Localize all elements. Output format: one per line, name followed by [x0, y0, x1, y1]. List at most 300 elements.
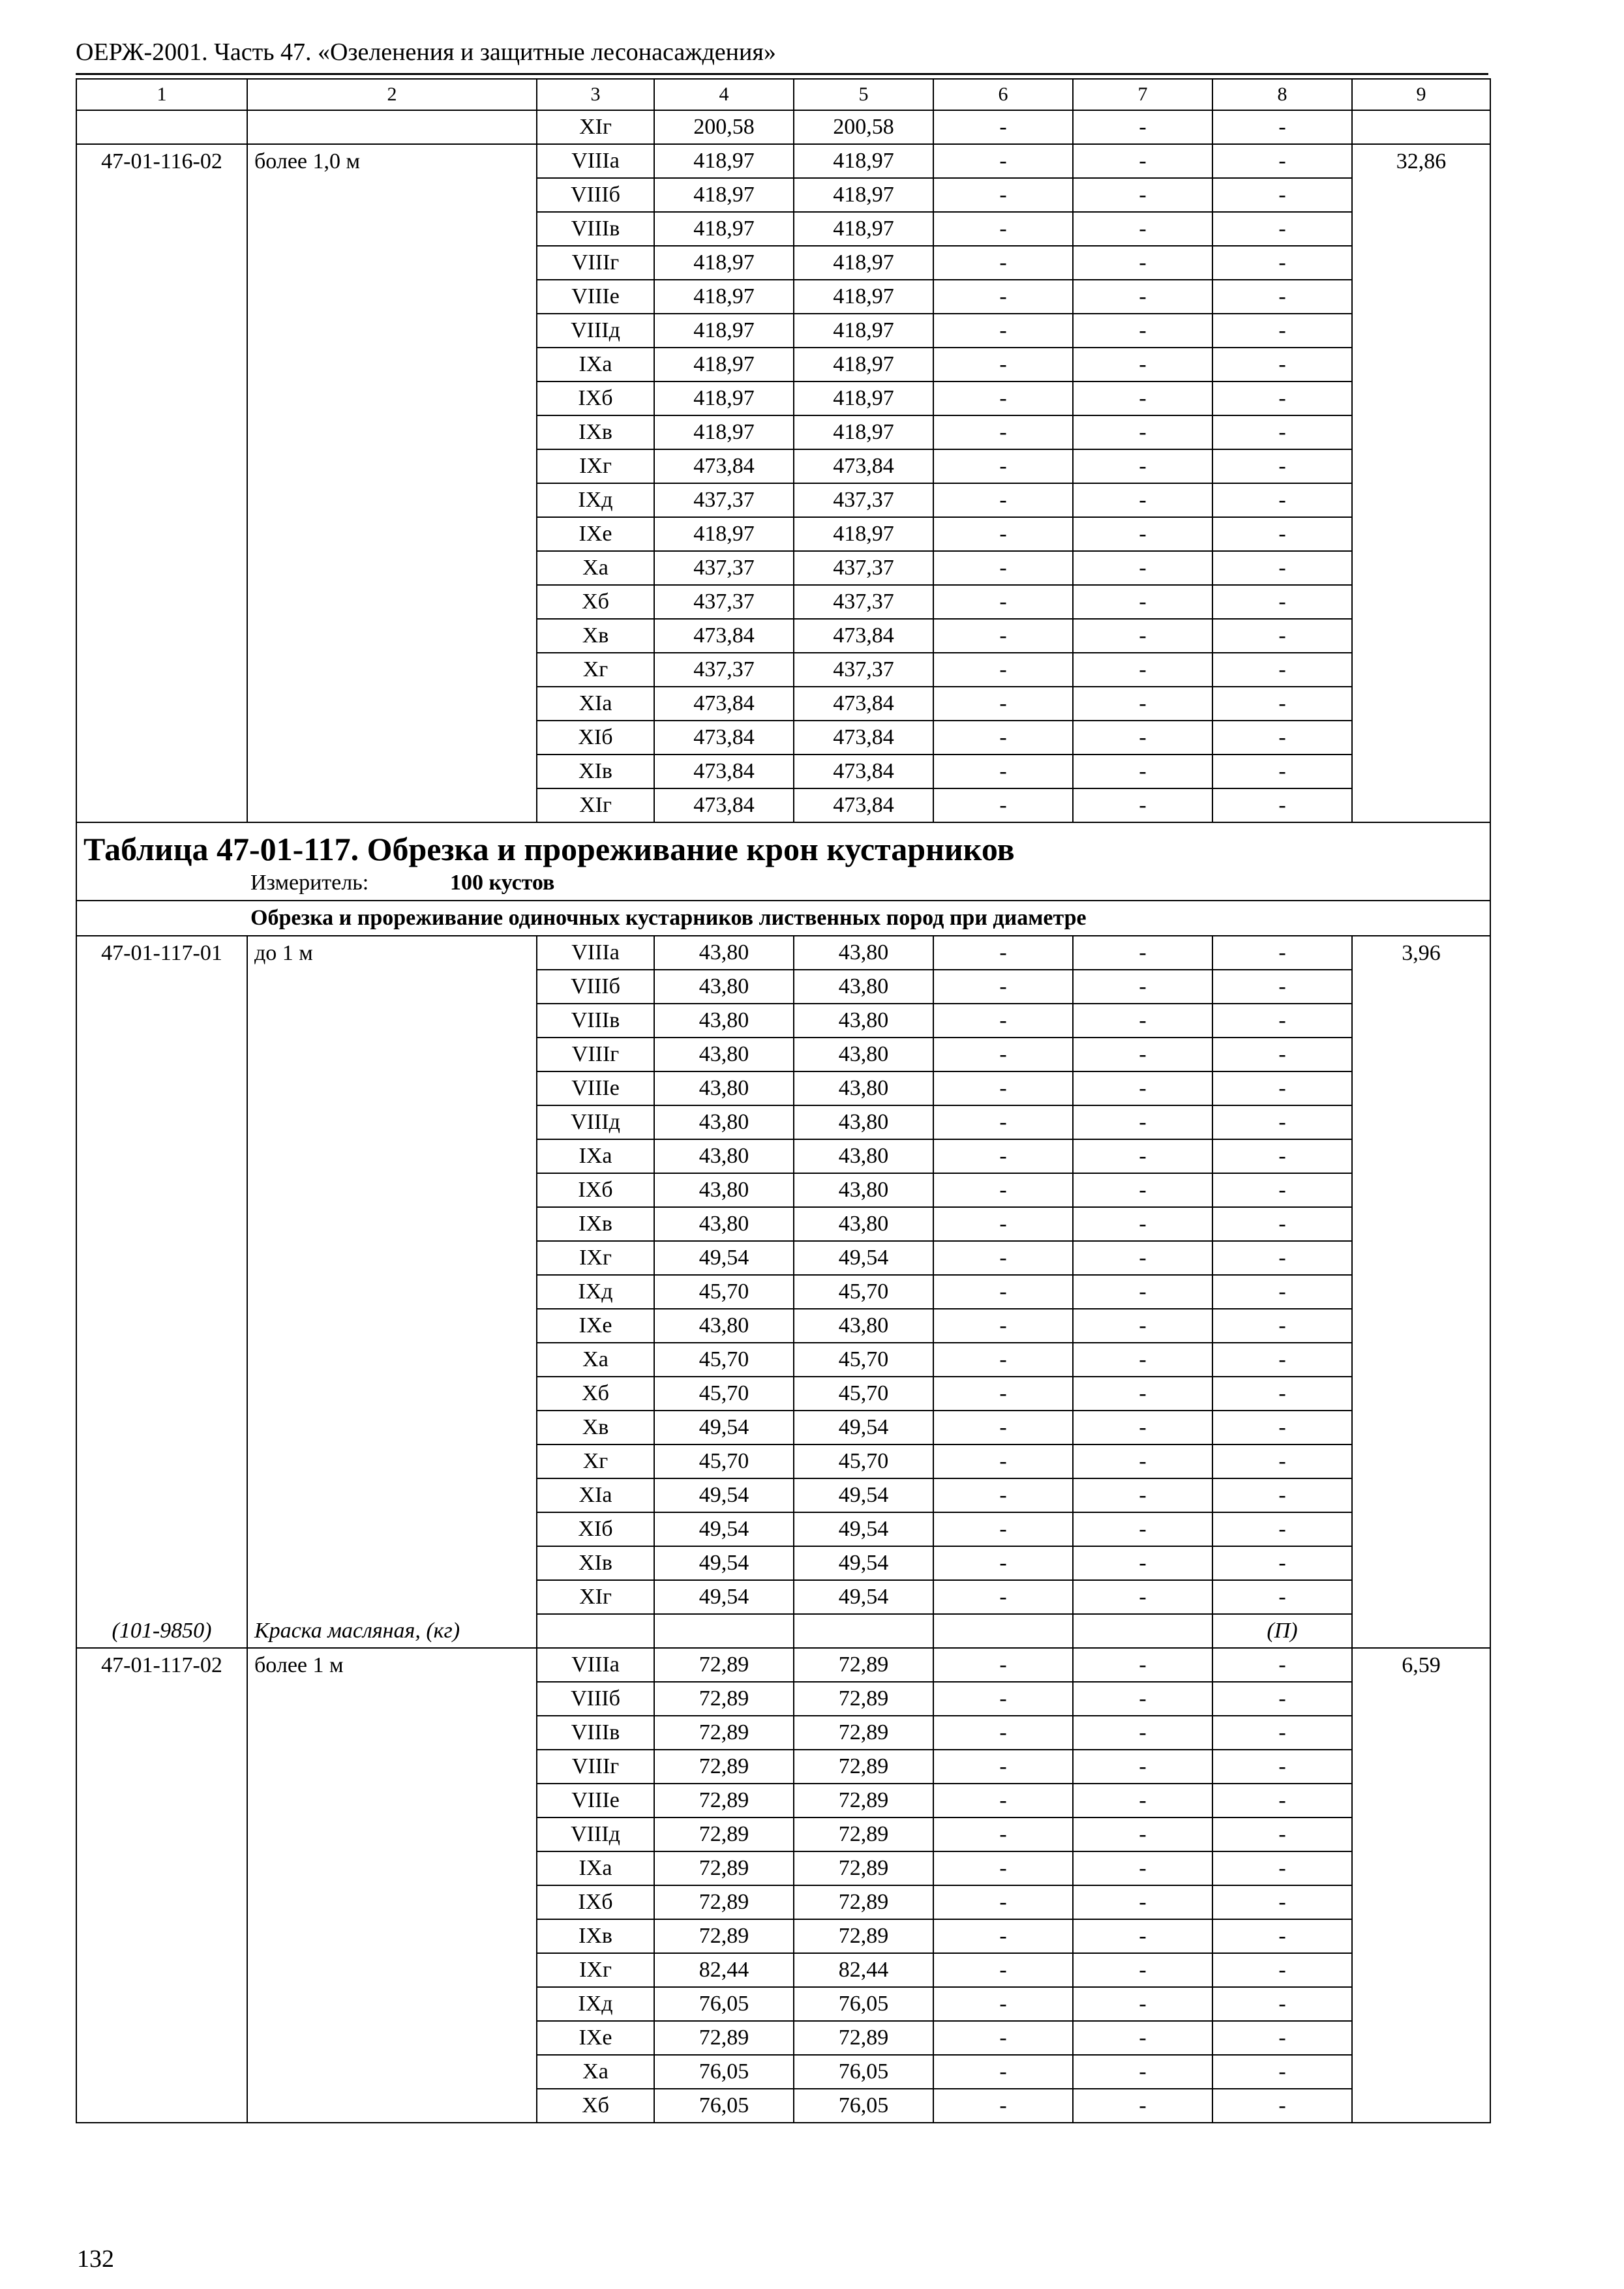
- value-cell-6: -: [933, 280, 1073, 314]
- value-cell-8: -: [1212, 1750, 1352, 1784]
- zone-cell: VIIIв: [537, 1716, 654, 1750]
- value-cell-5: 76,05: [794, 1987, 933, 2021]
- value-cell-6: -: [933, 1309, 1073, 1343]
- value-cell-8: -: [1212, 1173, 1352, 1207]
- name-cell: до 1 м: [247, 936, 537, 1614]
- value-cell-7: -: [1073, 1682, 1212, 1716]
- value-cell-7: -: [1073, 653, 1212, 687]
- value-cell-6: -: [933, 1682, 1073, 1716]
- zone-cell: IXб: [537, 1173, 654, 1207]
- zone-cell: VIIIе: [537, 280, 654, 314]
- header-rule: [76, 73, 1488, 75]
- zone-cell: VIIIа: [537, 144, 654, 178]
- value-cell-8: -: [1212, 1784, 1352, 1818]
- value-cell-7: -: [1073, 1580, 1212, 1614]
- value-cell-6: -: [933, 415, 1073, 449]
- value-cell-8: -: [1212, 449, 1352, 483]
- value-cell-7: -: [1073, 1241, 1212, 1275]
- value-cell-6: -: [933, 246, 1073, 280]
- value-cell-6: -: [933, 2021, 1073, 2055]
- page-header: ОЕРЖ-2001. Часть 47. «Озеленения и защитные лесонасаждения»: [76, 38, 776, 66]
- value-cell-8: -: [1212, 483, 1352, 517]
- value-cell-4: 45,70: [654, 1343, 794, 1377]
- value-cell-4: 418,97: [654, 246, 794, 280]
- value-cell-8: -: [1212, 212, 1352, 246]
- value-cell-9: 32,86: [1352, 144, 1490, 822]
- value-cell-7: -: [1073, 1919, 1212, 1953]
- value-cell-7: -: [1073, 1987, 1212, 2021]
- value-cell-7: -: [1073, 1105, 1212, 1139]
- value-cell-5: 473,84: [794, 788, 933, 822]
- zone-cell: Xб: [537, 585, 654, 619]
- empty-cell: [794, 1614, 933, 1648]
- value-cell-4: 43,80: [654, 1038, 794, 1071]
- value-cell-6: -: [933, 1546, 1073, 1580]
- value-cell-7: -: [1073, 212, 1212, 246]
- value-cell-7: -: [1073, 1309, 1212, 1343]
- value-cell-7: -: [1073, 1343, 1212, 1377]
- column-number: 5: [794, 79, 933, 110]
- value-cell-8: -: [1212, 2055, 1352, 2089]
- zone-cell: VIIIб: [537, 178, 654, 212]
- value-cell-7: -: [1073, 483, 1212, 517]
- zone-cell: VIIIд: [537, 314, 654, 348]
- zone-cell: IXг: [537, 449, 654, 483]
- value-cell-4: 72,89: [654, 1885, 794, 1919]
- zone-cell: IXв: [537, 1919, 654, 1953]
- value-cell-6: -: [933, 348, 1073, 382]
- value-cell-4: 49,54: [654, 1411, 794, 1444]
- code-cell: 47-01-116-02: [76, 144, 247, 822]
- value-cell-8: -: [1212, 246, 1352, 280]
- value-cell-5: 43,80: [794, 1207, 933, 1241]
- value-cell-8: -: [1212, 1207, 1352, 1241]
- value-cell-7: -: [1073, 1139, 1212, 1173]
- value-cell-9: 3,96: [1352, 936, 1490, 1648]
- zone-cell: IXб: [537, 382, 654, 415]
- value-cell-7: -: [1073, 585, 1212, 619]
- value-cell-9: [1352, 110, 1490, 144]
- value-cell-5: 43,80: [794, 1004, 933, 1038]
- zone-cell: VIIIа: [537, 936, 654, 970]
- value-cell-7: -: [1073, 1512, 1212, 1546]
- value-cell-6: -: [933, 1004, 1073, 1038]
- column-number: 3: [537, 79, 654, 110]
- value-cell-8: -: [1212, 314, 1352, 348]
- value-cell-6: -: [933, 1139, 1073, 1173]
- value-cell-5: 418,97: [794, 314, 933, 348]
- value-cell-4: 72,89: [654, 2021, 794, 2055]
- value-cell-8: -: [1212, 936, 1352, 970]
- value-cell-5: 82,44: [794, 1953, 933, 1987]
- value-cell-5: 72,89: [794, 1648, 933, 1682]
- value-cell-5: 72,89: [794, 1784, 933, 1818]
- value-cell-6: -: [933, 483, 1073, 517]
- value-cell-4: 418,97: [654, 314, 794, 348]
- value-cell-5: 43,80: [794, 1038, 933, 1071]
- column-number-row: [76, 79, 1490, 110]
- value-cell-7: -: [1073, 1444, 1212, 1478]
- value-cell-6: -: [933, 2055, 1073, 2089]
- meter-line: [250, 870, 1490, 896]
- value-cell-8: -: [1212, 1580, 1352, 1614]
- value-cell-6: -: [933, 1038, 1073, 1071]
- value-cell-5: 200,58: [794, 110, 933, 144]
- zone-cell: IXе: [537, 517, 654, 551]
- value-cell-5: 437,37: [794, 585, 933, 619]
- value-cell-7: -: [1073, 1173, 1212, 1207]
- value-cell-8: -: [1212, 1953, 1352, 1987]
- value-cell-6: -: [933, 1750, 1073, 1784]
- empty-cell: [933, 1614, 1073, 1648]
- value-cell-5: 418,97: [794, 178, 933, 212]
- value-cell-4: 418,97: [654, 348, 794, 382]
- value-cell-5: 418,97: [794, 144, 933, 178]
- value-cell-5: 418,97: [794, 415, 933, 449]
- value-cell-8: -: [1212, 1682, 1352, 1716]
- zone-cell: XIв: [537, 1546, 654, 1580]
- table-title: Таблица 47-01-117. Обрезка и прореживание крон кустарников: [83, 831, 1015, 867]
- value-cell-8: -: [1212, 1377, 1352, 1411]
- value-cell-7: -: [1073, 721, 1212, 755]
- value-cell-5: 49,54: [794, 1241, 933, 1275]
- value-cell-4: 72,89: [654, 1682, 794, 1716]
- zone-cell: XIа: [537, 1478, 654, 1512]
- zone-cell: XIг: [537, 110, 654, 144]
- value-cell-5: 45,70: [794, 1377, 933, 1411]
- value-cell-5: 43,80: [794, 1173, 933, 1207]
- value-cell-8: -: [1212, 755, 1352, 788]
- value-cell-4: 473,84: [654, 619, 794, 653]
- table-row: [76, 936, 1490, 970]
- code-cell: 47-01-117-02: [76, 1648, 247, 2123]
- value-cell-5: 49,54: [794, 1411, 933, 1444]
- value-cell-6: -: [933, 1105, 1073, 1139]
- column-number: 7: [1073, 79, 1212, 110]
- value-cell-6: -: [933, 144, 1073, 178]
- value-cell-7: -: [1073, 619, 1212, 653]
- zone-cell: VIIIб: [537, 1682, 654, 1716]
- value-cell-5: 473,84: [794, 687, 933, 721]
- value-cell-6: -: [933, 585, 1073, 619]
- value-cell-4: 43,80: [654, 1139, 794, 1173]
- zone-cell: Xб: [537, 1377, 654, 1411]
- value-cell-8: -: [1212, 1546, 1352, 1580]
- value-cell-8: -: [1212, 1309, 1352, 1343]
- value-cell-6: -: [933, 936, 1073, 970]
- value-cell-6: -: [933, 788, 1073, 822]
- value-cell-7: -: [1073, 2021, 1212, 2055]
- zone-cell: VIIIд: [537, 1818, 654, 1851]
- value-cell-5: 49,54: [794, 1546, 933, 1580]
- value-cell-7: -: [1073, 178, 1212, 212]
- value-cell-7: -: [1073, 144, 1212, 178]
- value-cell-6: -: [933, 2089, 1073, 2123]
- value-cell-4: 437,37: [654, 551, 794, 585]
- value-cell-5: 418,97: [794, 348, 933, 382]
- value-cell-7: -: [1073, 1071, 1212, 1105]
- value-cell-5: 45,70: [794, 1343, 933, 1377]
- value-cell-6: -: [933, 449, 1073, 483]
- zone-cell: XIг: [537, 788, 654, 822]
- value-cell-8: -: [1212, 1648, 1352, 1682]
- value-cell-8: -: [1212, 415, 1352, 449]
- value-cell-4: 72,89: [654, 1648, 794, 1682]
- value-cell-4: 82,44: [654, 1953, 794, 1987]
- value-cell-7: -: [1073, 1716, 1212, 1750]
- value-cell-5: 418,97: [794, 517, 933, 551]
- table-title-cell: [76, 822, 1490, 901]
- value-cell-6: -: [933, 1241, 1073, 1275]
- value-cell-8: -: [1212, 653, 1352, 687]
- zone-cell: XIб: [537, 1512, 654, 1546]
- value-cell-8: -: [1212, 178, 1352, 212]
- value-cell-5: 473,84: [794, 755, 933, 788]
- value-cell-8: -: [1212, 1818, 1352, 1851]
- value-cell-8: -: [1212, 2089, 1352, 2123]
- value-cell-4: 473,84: [654, 687, 794, 721]
- value-cell-4: 437,37: [654, 653, 794, 687]
- zone-cell: IXв: [537, 415, 654, 449]
- code-cell: [76, 110, 247, 144]
- value-cell-4: 43,80: [654, 1004, 794, 1038]
- value-cell-7: -: [1073, 687, 1212, 721]
- value-cell-5: 72,89: [794, 1851, 933, 1885]
- value-cell-5: 418,97: [794, 212, 933, 246]
- value-cell-4: 72,89: [654, 1750, 794, 1784]
- material-name: Краска масляная, (кг): [247, 1614, 537, 1648]
- zone-cell: VIIIа: [537, 1648, 654, 1682]
- value-cell-7: -: [1073, 755, 1212, 788]
- empty-cell: [1073, 1614, 1212, 1648]
- value-cell-8: -: [1212, 1987, 1352, 2021]
- value-cell-5: 72,89: [794, 1885, 933, 1919]
- value-cell-6: -: [933, 1580, 1073, 1614]
- value-cell-6: -: [933, 1343, 1073, 1377]
- value-cell-4: 418,97: [654, 517, 794, 551]
- zone-cell: XIв: [537, 755, 654, 788]
- value-cell-5: 45,70: [794, 1275, 933, 1309]
- value-cell-8: -: [1212, 1071, 1352, 1105]
- subheading-cell: Обрезка и прореживание одиночных кустарников лиственных пород при диаметре: [76, 901, 1490, 936]
- zone-cell: IXд: [537, 1275, 654, 1309]
- value-cell-7: -: [1073, 314, 1212, 348]
- value-cell-4: 43,80: [654, 1071, 794, 1105]
- column-number: 9: [1352, 79, 1490, 110]
- value-cell-6: -: [933, 1512, 1073, 1546]
- value-cell-9: 6,59: [1352, 1648, 1490, 2123]
- value-cell-8: -: [1212, 687, 1352, 721]
- value-cell-5: 43,80: [794, 1071, 933, 1105]
- value-cell-5: 45,70: [794, 1444, 933, 1478]
- value-cell-4: 418,97: [654, 212, 794, 246]
- value-cell-7: -: [1073, 1411, 1212, 1444]
- value-cell-4: 49,54: [654, 1241, 794, 1275]
- value-cell-7: -: [1073, 415, 1212, 449]
- value-cell-4: 437,37: [654, 483, 794, 517]
- value-cell-8: -: [1212, 1851, 1352, 1885]
- value-cell-4: 43,80: [654, 970, 794, 1004]
- value-cell-6: -: [933, 1919, 1073, 1953]
- table-row: [76, 144, 1490, 178]
- value-cell-6: -: [933, 551, 1073, 585]
- zone-cell: VIIIг: [537, 1750, 654, 1784]
- value-cell-8: -: [1212, 1716, 1352, 1750]
- value-cell-4: 49,54: [654, 1580, 794, 1614]
- zone-cell: VIIIб: [537, 970, 654, 1004]
- value-cell-5: 437,37: [794, 653, 933, 687]
- value-cell-4: 418,97: [654, 178, 794, 212]
- value-cell-5: 43,80: [794, 970, 933, 1004]
- value-cell-6: -: [933, 517, 1073, 551]
- value-cell-7: -: [1073, 1885, 1212, 1919]
- value-cell-5: 72,89: [794, 1716, 933, 1750]
- zone-cell: XIб: [537, 721, 654, 755]
- value-cell-5: 43,80: [794, 1105, 933, 1139]
- material-note-row: [76, 1614, 1490, 1648]
- value-cell-6: -: [933, 1851, 1073, 1885]
- value-cell-8: -: [1212, 1004, 1352, 1038]
- value-cell-8: -: [1212, 280, 1352, 314]
- value-cell-8: -: [1212, 382, 1352, 415]
- value-cell-4: 43,80: [654, 1207, 794, 1241]
- value-cell-6: -: [933, 314, 1073, 348]
- value-cell-7: -: [1073, 280, 1212, 314]
- value-cell-6: -: [933, 212, 1073, 246]
- value-cell-4: 45,70: [654, 1444, 794, 1478]
- zone-cell: Xг: [537, 653, 654, 687]
- column-number: 6: [933, 79, 1073, 110]
- value-cell-6: -: [933, 1411, 1073, 1444]
- zone-cell: VIIIг: [537, 246, 654, 280]
- column-number: 1: [76, 79, 247, 110]
- value-cell-7: -: [1073, 1750, 1212, 1784]
- zone-cell: IXб: [537, 1885, 654, 1919]
- value-cell-4: 473,84: [654, 449, 794, 483]
- value-cell-4: 72,89: [654, 1716, 794, 1750]
- value-cell-5: 418,97: [794, 382, 933, 415]
- value-cell-6: -: [933, 1784, 1073, 1818]
- value-cell-6: -: [933, 1377, 1073, 1411]
- value-cell-7: -: [1073, 788, 1212, 822]
- value-cell-8: -: [1212, 1241, 1352, 1275]
- name-cell: более 1 м: [247, 1648, 537, 2123]
- value-cell-7: -: [1073, 936, 1212, 970]
- value-cell-6: -: [933, 1716, 1073, 1750]
- value-cell-5: 72,89: [794, 1818, 933, 1851]
- value-cell-8: -: [1212, 619, 1352, 653]
- value-cell-8: -: [1212, 970, 1352, 1004]
- subheading-row: [76, 901, 1490, 936]
- value-cell-4: 200,58: [654, 110, 794, 144]
- value-cell-5: 43,80: [794, 936, 933, 970]
- table-row: [76, 1648, 1490, 1682]
- value-cell-5: 72,89: [794, 2021, 933, 2055]
- value-cell-7: -: [1073, 517, 1212, 551]
- value-cell-5: 437,37: [794, 483, 933, 517]
- value-cell-8: -: [1212, 1105, 1352, 1139]
- value-cell-7: -: [1073, 1478, 1212, 1512]
- value-cell-6: -: [933, 1818, 1073, 1851]
- value-cell-4: 418,97: [654, 280, 794, 314]
- value-cell-7: -: [1073, 2055, 1212, 2089]
- value-cell-6: -: [933, 1173, 1073, 1207]
- value-cell-5: 72,89: [794, 1919, 933, 1953]
- value-cell-6: -: [933, 110, 1073, 144]
- value-cell-7: -: [1073, 1207, 1212, 1241]
- column-number: 8: [1212, 79, 1352, 110]
- zone-cell: XIа: [537, 687, 654, 721]
- value-cell-5: 49,54: [794, 1478, 933, 1512]
- value-cell-6: -: [933, 1648, 1073, 1682]
- material-code: (101-9850): [76, 1614, 247, 1648]
- value-cell-6: -: [933, 970, 1073, 1004]
- value-cell-4: 45,70: [654, 1275, 794, 1309]
- value-cell-7: -: [1073, 1818, 1212, 1851]
- value-cell-4: 418,97: [654, 144, 794, 178]
- value-cell-6: -: [933, 619, 1073, 653]
- value-cell-6: -: [933, 1207, 1073, 1241]
- value-cell-8: -: [1212, 348, 1352, 382]
- zone-cell: IXе: [537, 1309, 654, 1343]
- zone-cell: IXа: [537, 348, 654, 382]
- value-cell-5: 72,89: [794, 1750, 933, 1784]
- value-cell-6: -: [933, 755, 1073, 788]
- value-cell-7: -: [1073, 348, 1212, 382]
- value-cell-4: 473,84: [654, 721, 794, 755]
- value-cell-8: -: [1212, 1478, 1352, 1512]
- zone-cell: VIIIе: [537, 1784, 654, 1818]
- value-cell-4: 43,80: [654, 1309, 794, 1343]
- value-cell-7: -: [1073, 1648, 1212, 1682]
- value-cell-6: -: [933, 1275, 1073, 1309]
- zone-cell: Xв: [537, 1411, 654, 1444]
- value-cell-4: 49,54: [654, 1512, 794, 1546]
- value-cell-5: 49,54: [794, 1512, 933, 1546]
- value-cell-4: 473,84: [654, 755, 794, 788]
- zone-cell: IXд: [537, 1987, 654, 2021]
- value-cell-6: -: [933, 382, 1073, 415]
- value-cell-8: -: [1212, 1512, 1352, 1546]
- value-cell-7: -: [1073, 551, 1212, 585]
- value-cell-6: -: [933, 721, 1073, 755]
- zone-cell: IXа: [537, 1139, 654, 1173]
- value-cell-4: 72,89: [654, 1851, 794, 1885]
- value-cell-5: 418,97: [794, 246, 933, 280]
- value-cell-7: -: [1073, 1851, 1212, 1885]
- value-cell-8: -: [1212, 1919, 1352, 1953]
- value-cell-8: -: [1212, 1038, 1352, 1071]
- zone-cell: Xа: [537, 1343, 654, 1377]
- value-cell-8: -: [1212, 517, 1352, 551]
- value-cell-8: -: [1212, 788, 1352, 822]
- norms-table: [76, 78, 1491, 2123]
- value-cell-7: -: [1073, 110, 1212, 144]
- value-cell-8: -: [1212, 1275, 1352, 1309]
- empty-cell: [537, 1614, 654, 1648]
- meter-value: 100 кустов: [450, 871, 555, 895]
- value-cell-6: -: [933, 1885, 1073, 1919]
- value-cell-5: 473,84: [794, 619, 933, 653]
- value-cell-5: 473,84: [794, 449, 933, 483]
- value-cell-4: 45,70: [654, 1377, 794, 1411]
- value-cell-4: 72,89: [654, 1818, 794, 1851]
- zone-cell: VIIIв: [537, 212, 654, 246]
- value-cell-4: 43,80: [654, 1105, 794, 1139]
- value-cell-6: -: [933, 1071, 1073, 1105]
- value-cell-8: -: [1212, 2021, 1352, 2055]
- value-cell-4: 473,84: [654, 788, 794, 822]
